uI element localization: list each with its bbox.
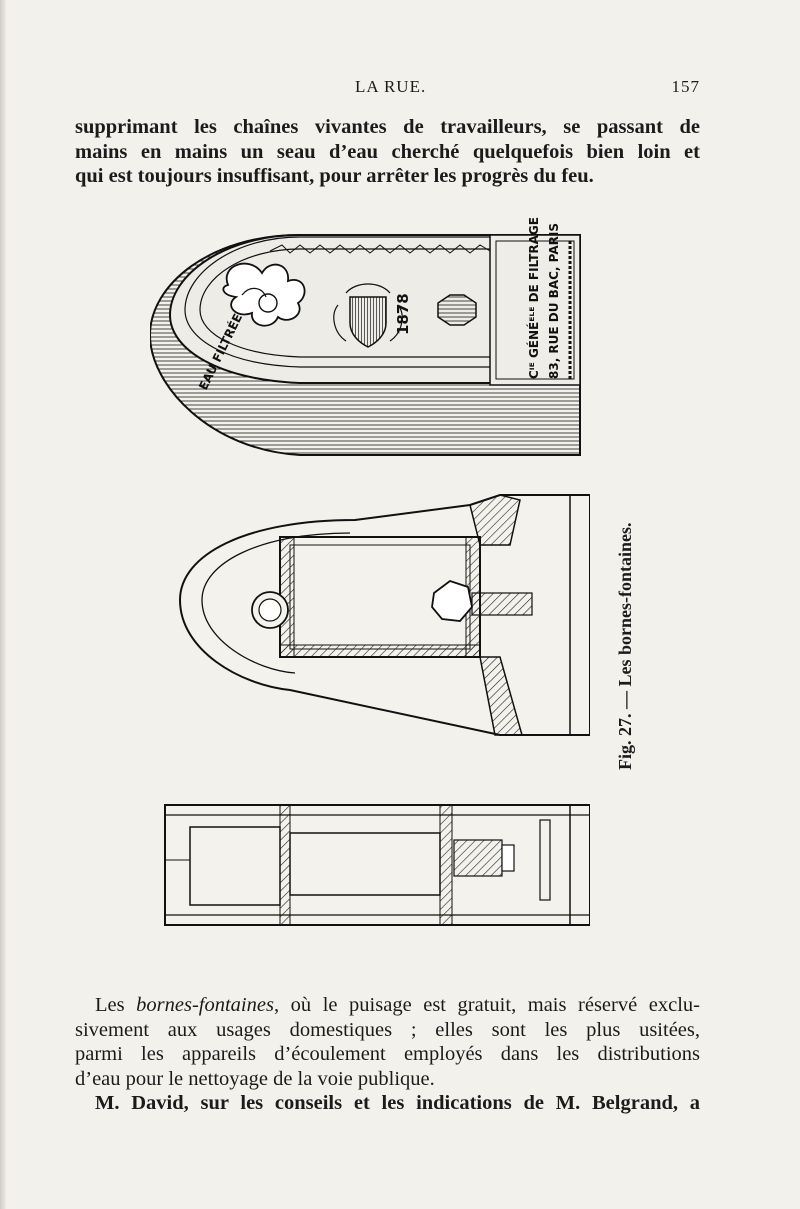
text-line: supprimant les chaînes vivantes de travailleurs, se passant de [75, 116, 700, 138]
paragraph-bornes-fontaines [75, 993, 700, 1091]
arc-inscription: EAU FILTRÉE [196, 311, 246, 393]
page-edge [0, 0, 6, 1209]
figure-caption [593, 470, 635, 770]
paragraph-top [75, 115, 700, 189]
page-number: 157 [671, 77, 700, 96]
text-line [75, 993, 700, 1018]
maker-inscription: Cᴵᴱ GÉNÉᴱᴸᴱ DE FILTRAGE [527, 217, 541, 379]
address-inscription: 83, RUE DU BAC, PARIS [547, 223, 561, 379]
exterior-view-drawing [150, 217, 580, 455]
running-head [75, 77, 700, 101]
italic-term: bornes-fontaines [136, 994, 274, 1016]
text-line: parmi les appareils d’écoulement employés dans les distributions [75, 1043, 700, 1065]
text-line: sivement aux usages domestiques ; elles sont les plus usitées, [75, 1018, 700, 1041]
text-line: M. David, sur les conseils et les indications de M. Belgrand, a [95, 1092, 700, 1114]
longitudinal-section-drawing [165, 805, 590, 925]
plan-section-drawing [180, 495, 590, 735]
running-title: LA RUE. [355, 77, 427, 96]
figure-caption-text: Fig. 27. — Les bornes-fontaines. [615, 522, 635, 770]
text-line: mains en mains un seau d’eau cherché quelquefois bien loin et [75, 140, 700, 163]
text-fragment: , où le puisage est gratuit, mais réservé exclu- [273, 994, 700, 1016]
year-inscription: 1878 [394, 293, 412, 335]
text-line: d’eau pour le nettoyage de la voie publique. [75, 1067, 435, 1090]
text-fragment: Les [95, 994, 137, 1016]
text-line: qui est toujours insuffisant, pour arrêter les progrès du feu. [75, 165, 594, 187]
paragraph-david [75, 1091, 700, 1116]
borne-fontaine-figure [150, 215, 590, 935]
